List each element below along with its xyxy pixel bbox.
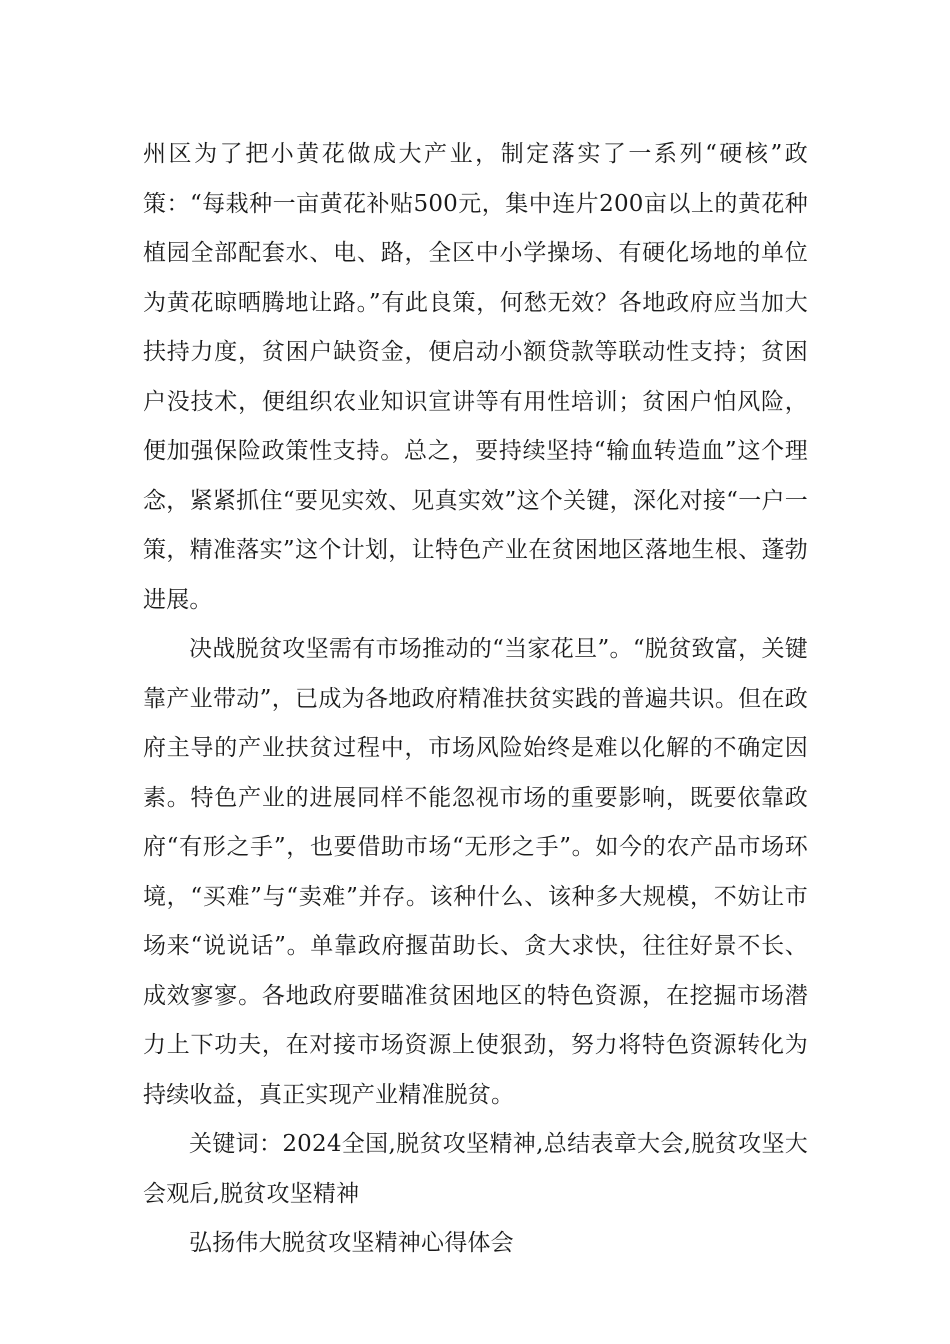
paragraph-next-title: 弘扬伟大脱贫攻坚精神心得体会 (189, 1230, 514, 1256)
document-body (143, 130, 808, 1269)
paragraph-market-driven: 决战脱贫攻坚需有市场推动的“当家花旦”。“脱贫致富，关键靠产业带动”，已成为各地政府精准扶贫实践的普遍共识。但在政府主导的产业扶贫过程中，市场风险始终是难以化解的不确定因素。特色产业的进展同样不能忽视市场的重要影响，既要依靠政府“有形之手”，也要借助市场“无形之手”。如今的农产品市场环境，“买难”与“卖难”并存。该种什么、该种多大规模，不妨让市场来“说说话”。单靠政府揠苗助长、贪大求快，往往好景不长、成效寥寥。各地政府要瞄准贫困地区的特色资源，在挖掘市场潜力上下功夫，在对接市场资源上使狠劲，努力将特色资源转化为持续收益，真正实现产业精准脱贫。 (143, 636, 808, 1108)
paragraph-keywords: 关键词：2024全国,脱贫攻坚精神,总结表章大会,脱贫攻坚大会观后,脱贫攻坚精神 (143, 1131, 808, 1207)
paragraph-policy-support: 州区为了把小黄花做成大产业，制定落实了一系列“硬核”政策：“每栽种一亩黄花补贴500元，集中连片200亩以上的黄花种植园全部配套水、电、路，全区中小学操场、有硬化场地的单位为黄花晾晒腾地让路。”有此良策，何愁无效？各地政府应当加大扶持力度，贫困户缺资金，便启动小额贷款等联动性支持；贫困户没技术，便组织农业知识宣讲等有用性培训；贫困户怕风险，便加强保险政策性支持。总之，要持续坚持“输血转造血”这个理念，紧紧抓住“要见实效、见真实效”这个关键，深化对接“一户一策，精准落实”这个计划，让特色产业在贫困地区落地生根、蓬勃进展。 (143, 141, 808, 613)
